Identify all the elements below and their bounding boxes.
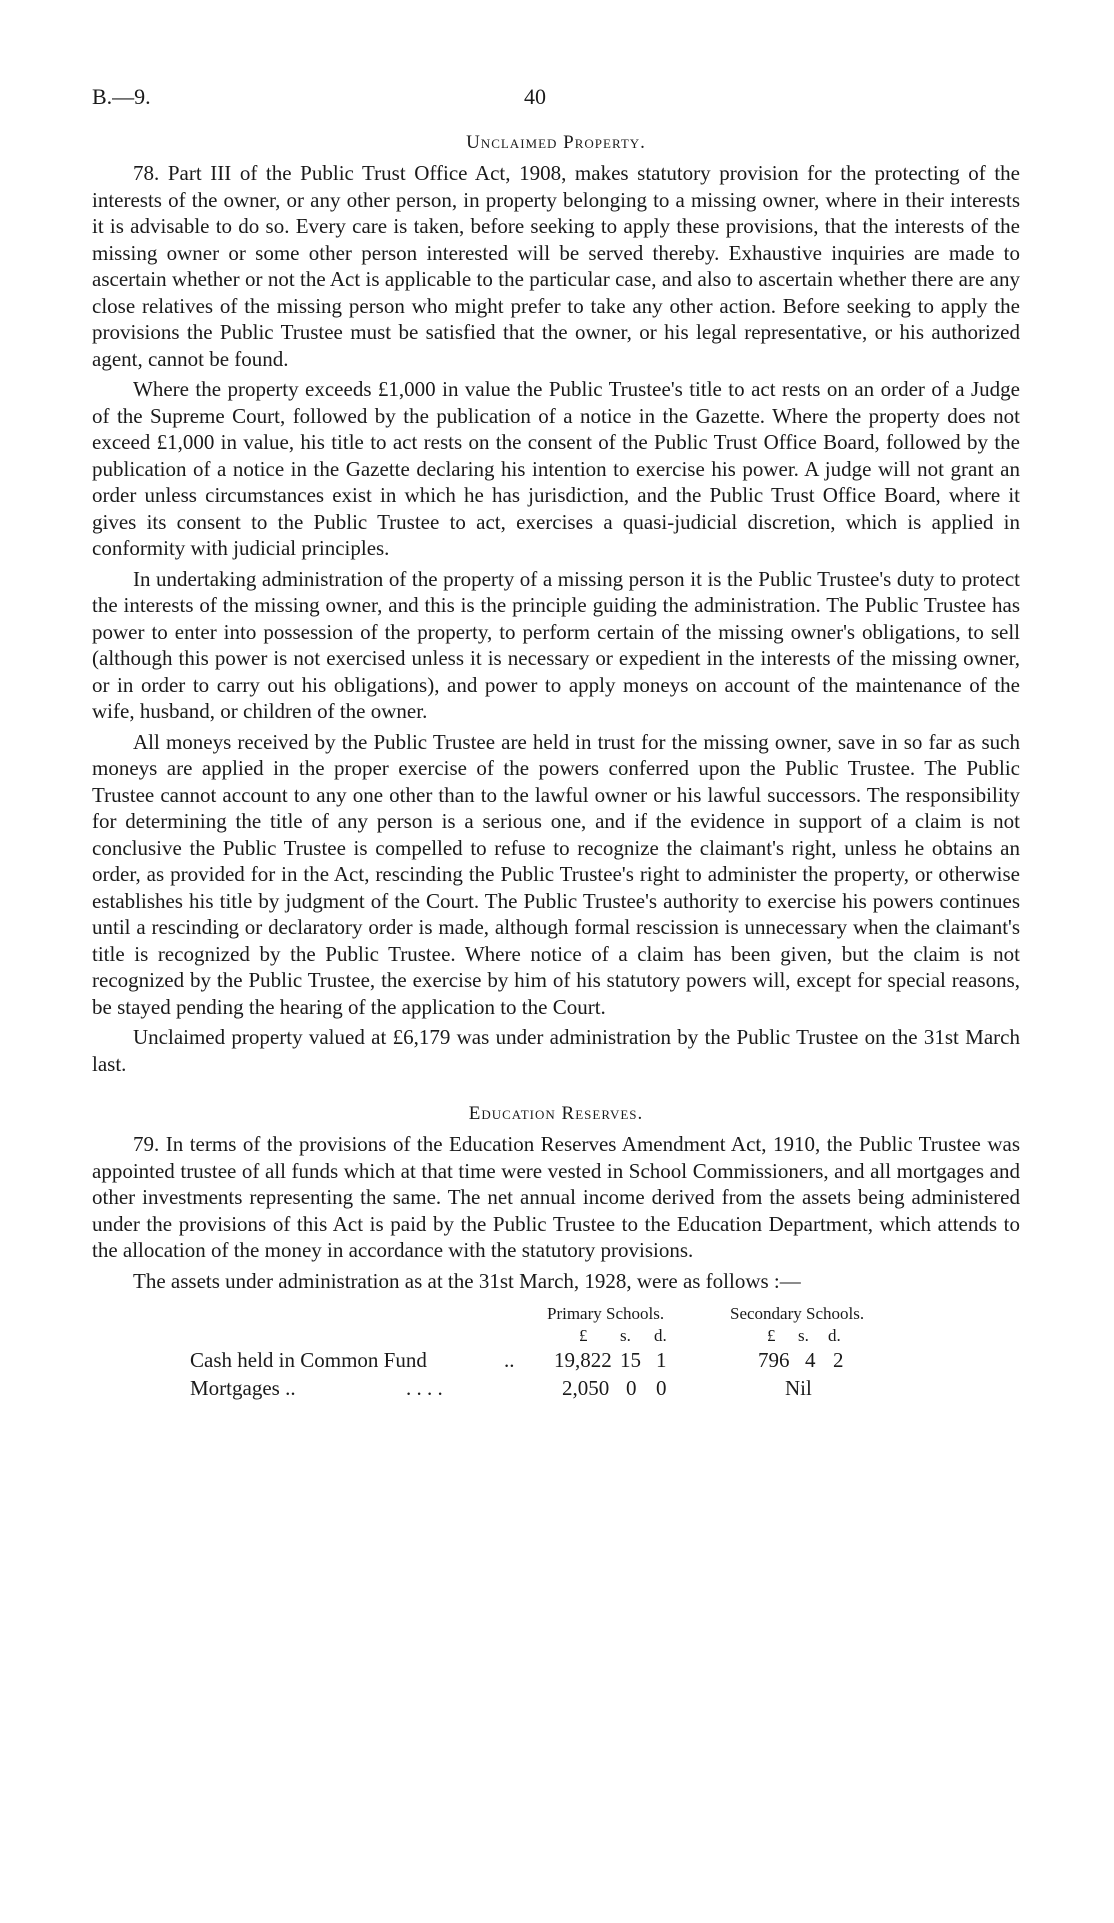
paragraph: In undertaking administration of the property of a missing person it is the Public Trustee's duty to protect the interests of the missing owner, and this is the principle guiding the administration. The Public Trustee has power to enter into possession of the property, to perform certain of the missing owner's obligations, to sell (although this power is not exercised unless it is necessary or expedient in the interests of the missing owner, or in order to carry out his obligations), and power to apply moneys on account of the maintenance of the wife, husband, or children of the owner. bbox=[92, 566, 1020, 723]
column-heading-primary: Primary Schools. bbox=[547, 1304, 665, 1323]
assets-table bbox=[92, 1304, 1020, 1424]
section-heading-unclaimed-property: Unclaimed Property. bbox=[466, 132, 646, 153]
unit-label: s. bbox=[620, 1326, 631, 1345]
page-number: 40 bbox=[524, 84, 546, 109]
secondary-shillings: 4 bbox=[805, 1348, 816, 1372]
paragraph: 79. In terms of the provisions of the Education Reserves Amendment Act, 1910, the Public Trustee was appointed trustee of all funds which at that time were vested in School Commissioners, and all mortgages and other investments representing the same. The net annual income derived from the assets being administered under the provisions of this Act is paid by the Public Trustee to the Education Department, which attends to the allocation of the money in accordance with the statutory provisions. bbox=[92, 1132, 1020, 1262]
secondary-value: Nil bbox=[785, 1376, 812, 1400]
section-heading-education-reserves: Education Reserves. bbox=[468, 1103, 644, 1124]
secondary-pounds: 796 bbox=[758, 1348, 790, 1372]
dot-leader: .. bbox=[504, 1348, 515, 1372]
row-label: Mortgages .. bbox=[190, 1376, 296, 1400]
paragraph: 78. Part III of the Public Trust Office Act, 1908, makes statutory provision for the protecting of the interests of the owner, or any other person, in property belonging to a missing owner, where in their interests it is advisable to do so. Every care is taken, before seeking to apply these provisions, that the interests of the missing owner or some other person interested will be served thereby. Exhaustive inquiries are made to ascertain whether or not the Act is applicable to the particular case, and also to ascertain whether there are any close relatives of the missing person who might prefer to take any other action. Before seeking to apply the provisions the Public Trustee must be satisfied that the owner, or his legal representative, or his authorized agent, cannot be found. bbox=[92, 161, 1020, 371]
paragraph: The assets under administration as at the 31st March, 1928, were as follows :— bbox=[133, 1268, 801, 1293]
unit-label: d. bbox=[654, 1326, 667, 1345]
paragraph: Unclaimed property valued at £6,179 was under administration by the Public Trustee on the 31st March last. bbox=[92, 1025, 1020, 1076]
secondary-pence: 2 bbox=[833, 1348, 844, 1372]
unit-label: s. bbox=[798, 1326, 809, 1345]
dot-leader: . . . . bbox=[406, 1376, 443, 1400]
paragraph: All moneys received by the Public Trustee are held in trust for the missing owner, save in so far as such moneys are applied in the proper exercise of the powers conferred upon the Public Trustee. The Public Trustee cannot account to any one other than to the lawful owner or his lawful successors. The responsibility for determining the title of any person is a serious one, and if the evidence in support of a claim is not conclusive the Public Trustee is compelled to refuse to recognize the claimant's right, unless he obtains an order, as provided for in the Act, rescinding the Public Trustee's right to administer the property, or otherwise establishes his title by judgment of the Court. The Public Trustee's authority to exercise his powers continues until a rescinding or declaratory order is made, although formal rescission is unnecessary when the claimant's title is recognized by the Public Trustee. Where notice of a claim has been given, but the claim is not recognized by the Public Trustee, the exercise by him of his statutory powers will, except for special reasons, be stayed pending the hearing of the application to the Court. bbox=[92, 729, 1020, 1019]
paragraph: Where the property exceeds £1,000 in value the Public Trustee's title to act rests on an order of a Judge of the Supreme Court, followed by the publication of a notice in the Gazette. Where the property does not exceed £1,000 in value, his title to act rests on the consent of the Public Trust Office Board, followed by the publication of a notice in the Gazette declaring his intention to exercise his power. A judge will not grant an order unless circumstances exist in which he has jurisdiction, and the Public Trust Office Board, where it gives its consent to the Public Trustee to act, exercises a quasi-judicial discretion, which is applied in conformity with judicial principles. bbox=[92, 377, 1020, 560]
page-header bbox=[92, 84, 1020, 120]
document-page bbox=[92, 84, 1020, 1424]
row-label: Cash held in Common Fund bbox=[190, 1348, 427, 1372]
table-row bbox=[92, 1376, 1020, 1406]
table-row bbox=[92, 1348, 1020, 1378]
document-reference: B.—9. bbox=[92, 84, 151, 109]
primary-pence: 1 bbox=[656, 1348, 667, 1372]
unit-label: £ bbox=[767, 1326, 776, 1345]
primary-pence: 0 bbox=[656, 1376, 667, 1400]
unit-label: £ bbox=[579, 1326, 588, 1345]
column-heading-secondary: Secondary Schools. bbox=[730, 1304, 865, 1323]
primary-shillings: 15 bbox=[620, 1348, 641, 1372]
primary-shillings: 0 bbox=[626, 1376, 637, 1400]
unit-label: d. bbox=[828, 1326, 841, 1345]
primary-pounds: 19,822 bbox=[554, 1348, 612, 1372]
primary-pounds: 2,050 bbox=[562, 1376, 610, 1400]
